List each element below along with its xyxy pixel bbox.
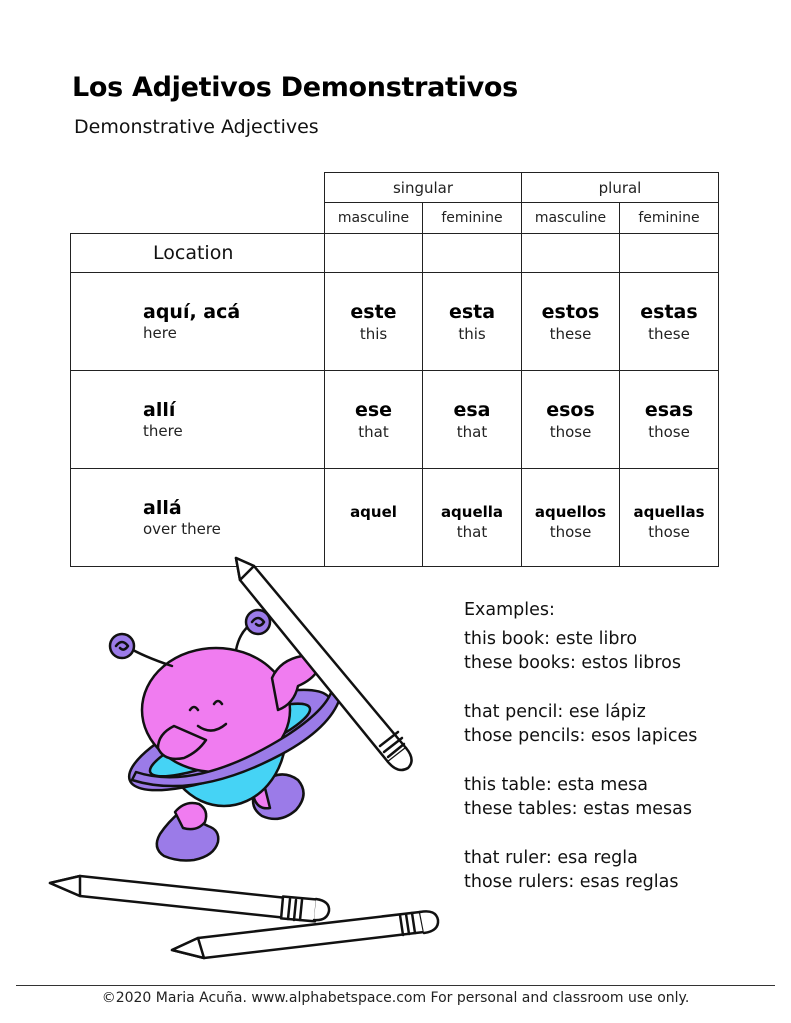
example-line: these tables: estas mesas (464, 799, 692, 819)
footer-divider (16, 985, 775, 986)
page-subtitle: Demonstrative Adjectives (74, 116, 319, 138)
adjective-meaning: those (648, 523, 690, 541)
location-meaning: over there (143, 520, 221, 538)
example-group (464, 773, 784, 822)
location-meaning: there (143, 422, 183, 440)
example-group (464, 846, 784, 895)
adjective-word: esta (448, 300, 496, 323)
header-plural-feminine: feminine (620, 203, 719, 234)
pencil-icon (50, 876, 329, 921)
adjective-cell (325, 273, 423, 371)
example-line: that pencil: ese lápiz (464, 701, 646, 722)
adjective-meaning: those (549, 523, 592, 541)
table-row (71, 273, 719, 371)
location-word: allá (143, 497, 182, 519)
header-plural: plural (522, 173, 719, 203)
location-cell (71, 273, 325, 371)
header-singular: singular (325, 173, 522, 203)
example-line: this table: esta mesa (464, 774, 648, 795)
adjective-word: esos (546, 398, 595, 421)
adjective-cell (620, 371, 719, 469)
location-word: aquí, acá (143, 301, 241, 323)
adjective-word: estos (541, 300, 600, 323)
adjective-word: aquel (350, 503, 397, 521)
adjective-cell (620, 469, 719, 567)
adjective-cell (423, 273, 522, 371)
table-row (71, 371, 719, 469)
adjective-meaning: this (359, 324, 388, 343)
adjective-word: esa (453, 398, 491, 421)
adjective-meaning: that (358, 422, 389, 441)
location-word: allí (143, 399, 176, 421)
adjective-word: ese (354, 398, 393, 421)
adjective-word: estas (640, 300, 698, 323)
adjective-cell (522, 469, 620, 567)
footer-copyright: ©2020 Maria Acuña. www.alphabetspace.com For personal and classroom use only. (101, 990, 690, 1006)
adjective-cell (325, 371, 423, 469)
example-line: those rulers: esas reglas (464, 872, 679, 892)
example-line: those pencils: esos lapices (464, 726, 698, 746)
location-header: Location (71, 234, 325, 273)
header-singular-feminine: feminine (423, 203, 522, 234)
adjective-cell (423, 371, 522, 469)
example-group (464, 627, 784, 676)
adjective-meaning: those (549, 422, 592, 441)
adjective-word: este (350, 300, 397, 323)
header-singular-masculine: masculine (325, 203, 423, 234)
example-line: this book: este libro (464, 628, 638, 649)
example-line: these books: estos libros (464, 653, 681, 673)
page-title: Los Adjetivos Demonstrativos (72, 72, 518, 103)
group-header-row (71, 173, 719, 203)
examples-section (464, 598, 784, 919)
location-cell (71, 371, 325, 469)
adjective-meaning: this (458, 324, 486, 343)
adjective-word: esas (644, 398, 694, 421)
adjective-word: aquellas (633, 503, 705, 521)
location-meaning: here (143, 324, 177, 342)
adjective-cell (522, 371, 620, 469)
demonstrative-table (70, 172, 719, 567)
alien-with-pencils-illustration (40, 550, 460, 970)
example-line: that ruler: esa regla (464, 847, 638, 868)
header-plural-masculine: masculine (522, 203, 620, 234)
adjective-cell (620, 273, 719, 371)
adjective-word: aquellos (534, 503, 607, 521)
sub-header-row (71, 203, 719, 234)
adjective-meaning: these (549, 324, 592, 343)
examples-heading: Examples: (464, 600, 555, 620)
example-group (464, 700, 784, 749)
adjective-meaning: those (648, 422, 690, 441)
adjective-meaning: that (456, 523, 488, 541)
adjective-meaning: these (648, 324, 690, 343)
adjective-word: aquella (440, 503, 504, 521)
adjective-cell (522, 273, 620, 371)
location-header-row (71, 234, 719, 273)
adjective-meaning: that (456, 422, 488, 441)
